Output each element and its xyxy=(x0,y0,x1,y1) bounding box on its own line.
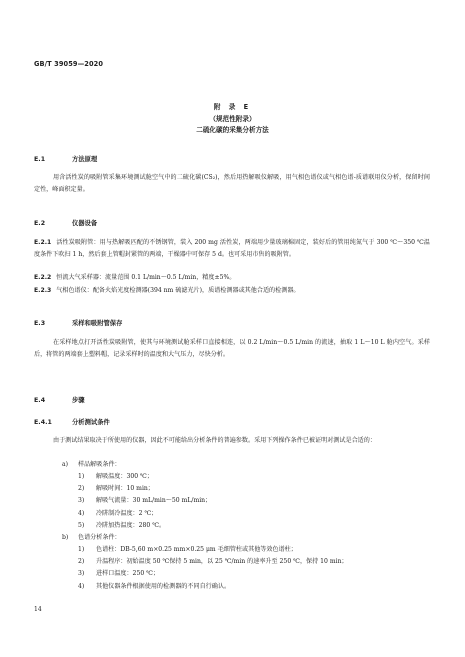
list-item-a xyxy=(62,459,430,471)
section-number: E.4 xyxy=(34,397,46,404)
annex-subject: 二硫化碳的采集分析方法 xyxy=(196,126,269,134)
list-text: 解吸温度：300 ℃； xyxy=(96,473,153,480)
clause-number: E.2.1 xyxy=(34,239,52,246)
list-marker: a) xyxy=(62,461,69,468)
paragraph-e41-intro: 由于测试结果取决于所使用的仪器，因此不可能给出分析条件的普遍参数。采用下列操作条件已被证明对测试是合适的： xyxy=(53,437,376,444)
list-text: 其他仪器条件根据使用的检测器的不同自行确认。 xyxy=(96,582,231,590)
list-marker: 4) xyxy=(78,509,85,517)
list-item xyxy=(78,568,430,580)
section-title: 方法原理 xyxy=(72,156,98,163)
list-marker: 4) xyxy=(78,582,85,590)
section-heading-e4 xyxy=(34,395,85,404)
section-heading-e2 xyxy=(34,218,97,227)
list-text: 冷阱制冷温度：2 ℃； xyxy=(96,509,158,517)
list-text: 解吸时间：10 min； xyxy=(96,485,154,493)
paragraph-e2-1 xyxy=(34,237,430,261)
list-item xyxy=(78,495,430,507)
list-text: 色谱柱：DB-5,60 m×0.25 mm×0.25 μm 毛细管柱或其他等效色谱柱； xyxy=(96,546,297,553)
list-marker: 1) xyxy=(78,473,85,480)
list-label: 样品解吸条件： xyxy=(78,461,121,468)
section-heading-e1 xyxy=(34,154,97,163)
list-marker: 2) xyxy=(78,485,85,493)
list-marker: 2) xyxy=(78,558,85,566)
list-item-b xyxy=(62,532,430,544)
section-title: 分析测试条件 xyxy=(72,419,110,426)
paragraph-e3: 在采样地点打开活性炭吸附管，使其与环境测试舱采样口直接相连，以 0.2 L/min～0.5 L/min 的流速，抽取 1 L～10 L 舱内空气。采样后，将管的两端套上塑料帽，记录采样时的温度和大气压力，尽快分析。 xyxy=(34,339,430,358)
annex-title: 附 录 E xyxy=(213,103,252,111)
section-heading-e41 xyxy=(34,417,110,426)
clause-text: 活性炭吸附管：用与热解吸匹配的不锈钢管，装入 200 mg 活性炭，两端用少量玻璃棉固定，装好后的管用纯氮气于 300 ℃～350 ℃温度条件下吹扫 1 h，然后套上管帽封紧管的两端，干燥器中可保存 5 d。也可采用市售的吸附管。 xyxy=(34,239,430,258)
section-number: E.1 xyxy=(34,156,46,163)
section-title: 仪器设备 xyxy=(72,220,98,227)
sub-list-a xyxy=(78,471,430,532)
section-number: E.3 xyxy=(34,320,46,327)
list-text: 进样口温度：250 ℃； xyxy=(96,570,160,578)
paragraph-e2-2 xyxy=(34,272,430,284)
list-item xyxy=(78,471,430,483)
clause-number: E.2.2 xyxy=(34,274,52,281)
paragraph-e1: 用含活性炭的吸附管采集环境测试舱空气中的二硫化碳(CS₂)，然后用热解吸仪解吸，用气相色谱仪或气相色谱-质谱联用仪分析，保留时间定性，峰面积定量。 xyxy=(34,174,430,193)
clause-text: 气相色谱仪：配备火焰光度检测器(394 nm 硫滤光片)，质谱检测器或其他合适的检测器。 xyxy=(56,287,300,294)
section-number: E.2 xyxy=(34,220,46,227)
page-number: 14 xyxy=(34,606,42,613)
section-heading-e3 xyxy=(34,318,122,327)
list-item xyxy=(78,581,430,593)
paragraph-e2-3 xyxy=(34,285,430,297)
list-item xyxy=(78,544,430,556)
annex-type: （规范性附录） xyxy=(209,115,256,123)
list-marker: b) xyxy=(62,534,69,541)
list-marker: 3) xyxy=(78,570,85,578)
section-title: 步骤 xyxy=(72,397,85,404)
list-item xyxy=(78,483,430,495)
list-item xyxy=(78,508,430,520)
list-text: 解吸气流量：30 mL/min～50 mL/min； xyxy=(96,497,212,505)
list-marker: 3) xyxy=(78,497,85,505)
standard-number: GB/T 39059—2020 xyxy=(34,60,104,68)
list-marker: 1) xyxy=(78,546,85,553)
list-text: 冷阱加热温度：280 ℃。 xyxy=(96,521,166,529)
section-title: 采样和吸附管保存 xyxy=(72,320,123,327)
clause-number: E.2.3 xyxy=(34,287,52,294)
list-marker: 5) xyxy=(78,521,85,529)
section-number: E.4.1 xyxy=(34,419,52,426)
list-item xyxy=(78,520,430,532)
sub-list-b xyxy=(78,544,430,593)
clause-text: 恒流大气采样器：流量范围 0.1 L/min～0.5 L/min，精度±5%。 xyxy=(56,274,236,281)
list-text: 升温程序：初始温度 50 ℃保持 5 min，以 25 ℃/min 的速率升至 250 ℃，保持 10 min； xyxy=(96,558,348,566)
list-label: 色谱分析条件： xyxy=(78,534,121,541)
list-item xyxy=(78,556,430,568)
